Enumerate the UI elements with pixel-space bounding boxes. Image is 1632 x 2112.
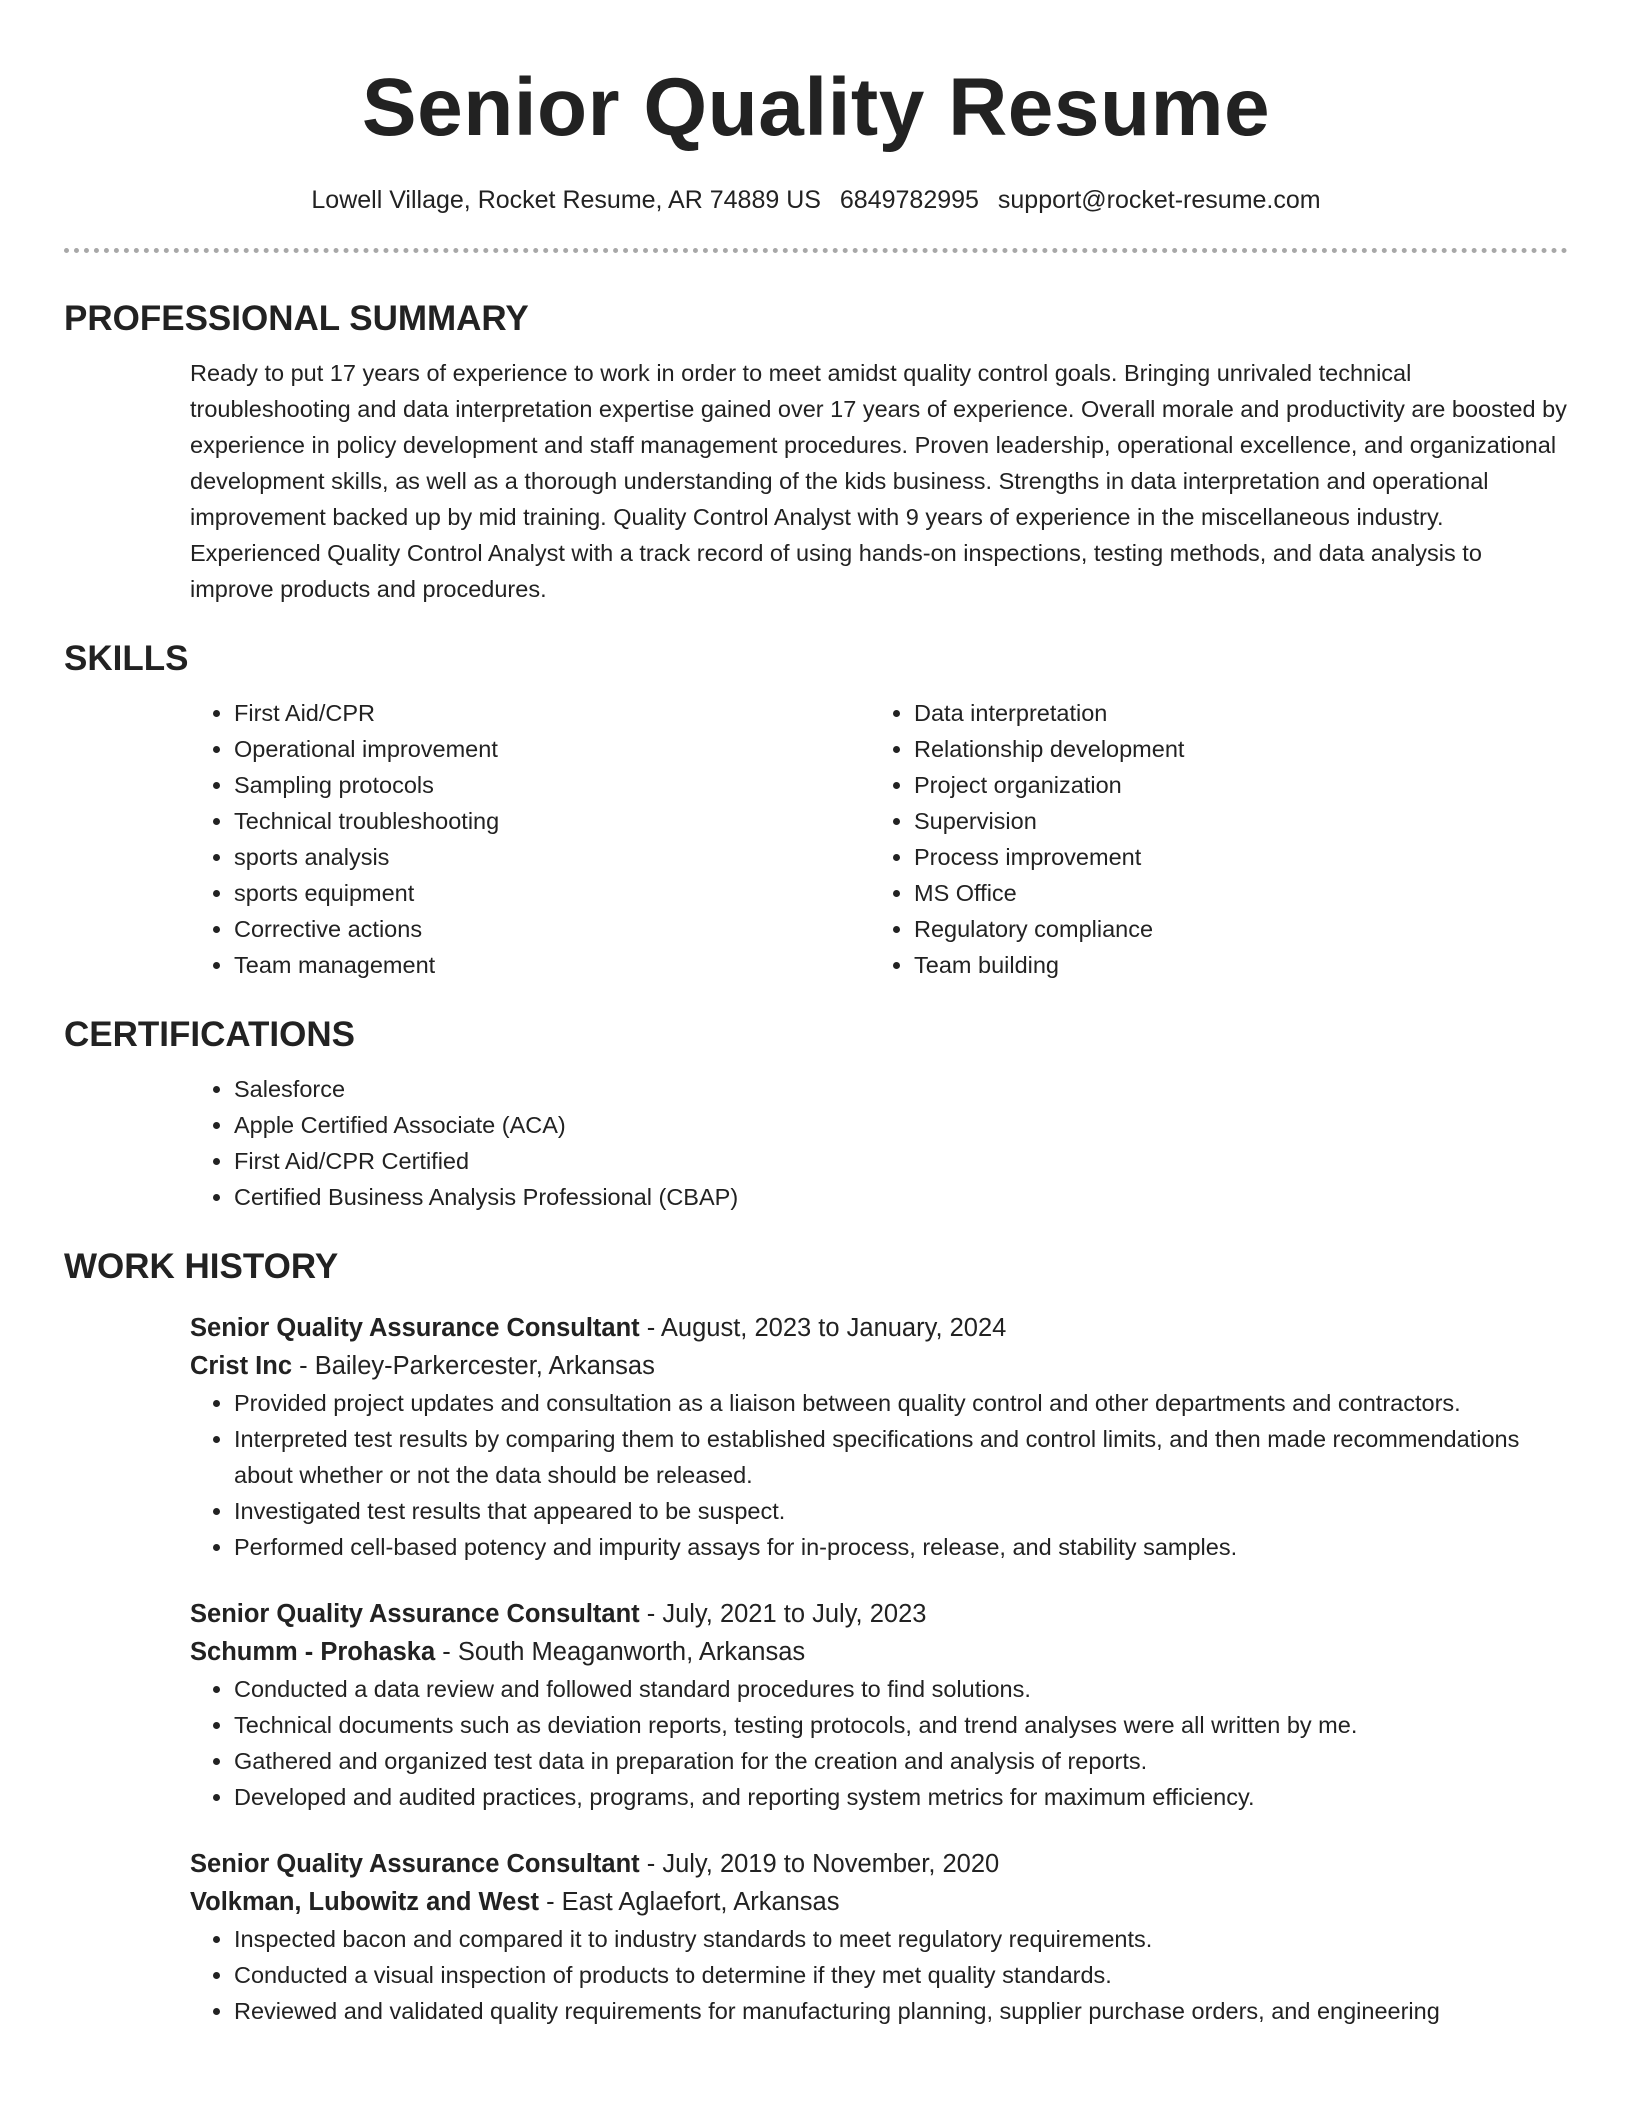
job-bullet: • Investigated test results that appeared to be suspect. [234, 1493, 1568, 1529]
skill-item: • Project organization [914, 767, 1550, 803]
job-bullet: • Provided project updates and consultation as a liaison between quality control and other departments and contractors. [234, 1385, 1568, 1421]
contact-line [64, 184, 1568, 216]
job-company-line [190, 1883, 1568, 1921]
job-company: Schumm - Prohaska [190, 1638, 436, 1666]
job-location: - East Aglaefort, Arkansas [539, 1888, 840, 1916]
contact-phone: 6849782995 [839, 186, 979, 214]
contact-address: Lowell Village, Rocket Resume, AR 74889 US [311, 186, 821, 214]
skills-heading: SKILLS [64, 639, 189, 678]
job-bullet: • Performed cell-based potency and impurity assays for in-process, release, and stability samples. [234, 1529, 1568, 1565]
work-history-heading: WORK HISTORY [64, 1247, 339, 1286]
job-bullet: • Gathered and organized test data in preparation for the creation and analysis of reports. [234, 1743, 1568, 1779]
job-company-line [190, 1633, 1568, 1671]
skill-item: • Corrective actions [234, 911, 870, 947]
contact-email: support@rocket-resume.com [997, 186, 1321, 214]
skill-item: • Relationship development [914, 731, 1550, 767]
job-dates: - July, 2021 to July, 2023 [639, 1600, 927, 1628]
job-entry [190, 1845, 1568, 2029]
header-divider [64, 248, 1568, 253]
job-company: Volkman, Lubowitz and West [190, 1888, 539, 1916]
job-location: - South Meaganworth, Arkansas [435, 1638, 806, 1666]
certification-item: • First Aid/CPR Certified [234, 1143, 1568, 1179]
skill-item: • Regulatory compliance [914, 911, 1550, 947]
job-entry [190, 1309, 1568, 1565]
job-dates: - July, 2019 to November, 2020 [639, 1850, 1000, 1878]
job-company-line [190, 1347, 1568, 1385]
skill-item: • Process improvement [914, 839, 1550, 875]
job-bullet: • Developed and audited practices, programs, and reporting system metrics for maximum efficiency. [234, 1779, 1568, 1815]
certifications-heading: CERTIFICATIONS [64, 1015, 356, 1054]
certification-item: • Apple Certified Associate (ACA) [234, 1107, 1568, 1143]
skill-item: • Operational improvement [234, 731, 870, 767]
job-location: - Bailey-Parkercester, Arkansas [292, 1352, 655, 1380]
skill-item: • Supervision [914, 803, 1550, 839]
skill-item: • Data interpretation [914, 695, 1550, 731]
skill-item: • sports equipment [234, 875, 870, 911]
job-bullet: • Conducted a data review and followed standard procedures to find solutions. [234, 1671, 1568, 1707]
skills-column-left [190, 695, 870, 983]
job-company: Crist Inc [190, 1352, 293, 1380]
job-title: Senior Quality Assurance Consultant [190, 1314, 640, 1342]
resume-name: Senior Quality Resume [361, 62, 1271, 153]
summary-heading: PROFESSIONAL SUMMARY [64, 299, 529, 338]
skill-item: • Team building [914, 947, 1550, 983]
certification-item: • Certified Business Analysis Professional (CBAP) [234, 1179, 1568, 1215]
job-bullet: • Reviewed and validated quality requirements for manufacturing planning, supplier purchase orders, and engineering [234, 1993, 1568, 2029]
skill-item: • Team management [234, 947, 870, 983]
summary-text: Ready to put 17 years of experience to work in order to meet amidst quality control goals. Bringing unrivaled technical troubleshooting and data interpretation expertise gained over 17 years of experience. Overall morale and productivity are boosted by experience in policy development and staff management procedures. Proven leadership, operational excellence, and organizational development skills, as well as a thorough understanding of the kids business. Strengths in data interpretation and operational improvement backed up by mid training. Quality Control Analyst with 9 years of experience in the miscellaneous industry. Experienced Quality Control Analyst with a track record of using hands-on inspections, testing methods, and data analysis to improve products and procedures. [190, 360, 1567, 602]
certification-item: • Salesforce [234, 1071, 1568, 1107]
skill-item: • First Aid/CPR [234, 695, 870, 731]
skills-column-right [870, 695, 1550, 983]
skill-item: • Sampling protocols [234, 767, 870, 803]
job-title-line [190, 1595, 1568, 1633]
certifications-list [190, 1071, 1568, 1215]
job-title-line [190, 1309, 1568, 1347]
job-dates: - August, 2023 to January, 2024 [639, 1314, 1007, 1342]
job-entry [190, 1595, 1568, 1815]
job-bullet: • Inspected bacon and compared it to industry standards to meet regulatory requirements. [234, 1921, 1568, 1957]
job-title-line [190, 1845, 1568, 1883]
skill-item: • sports analysis [234, 839, 870, 875]
job-title: Senior Quality Assurance Consultant [190, 1850, 640, 1878]
skills-grid [190, 695, 1568, 983]
skill-item: • MS Office [914, 875, 1550, 911]
job-title: Senior Quality Assurance Consultant [190, 1600, 640, 1628]
job-bullet: • Conducted a visual inspection of products to determine if they met quality standards. [234, 1957, 1568, 1993]
skill-item: • Technical troubleshooting [234, 803, 870, 839]
job-bullet: • Interpreted test results by comparing them to established specifications and control limits, and then made recommendations about whether or not the data should be released. [234, 1421, 1568, 1493]
job-bullet: • Technical documents such as deviation reports, testing protocols, and trend analyses were all written by me. [234, 1707, 1568, 1743]
